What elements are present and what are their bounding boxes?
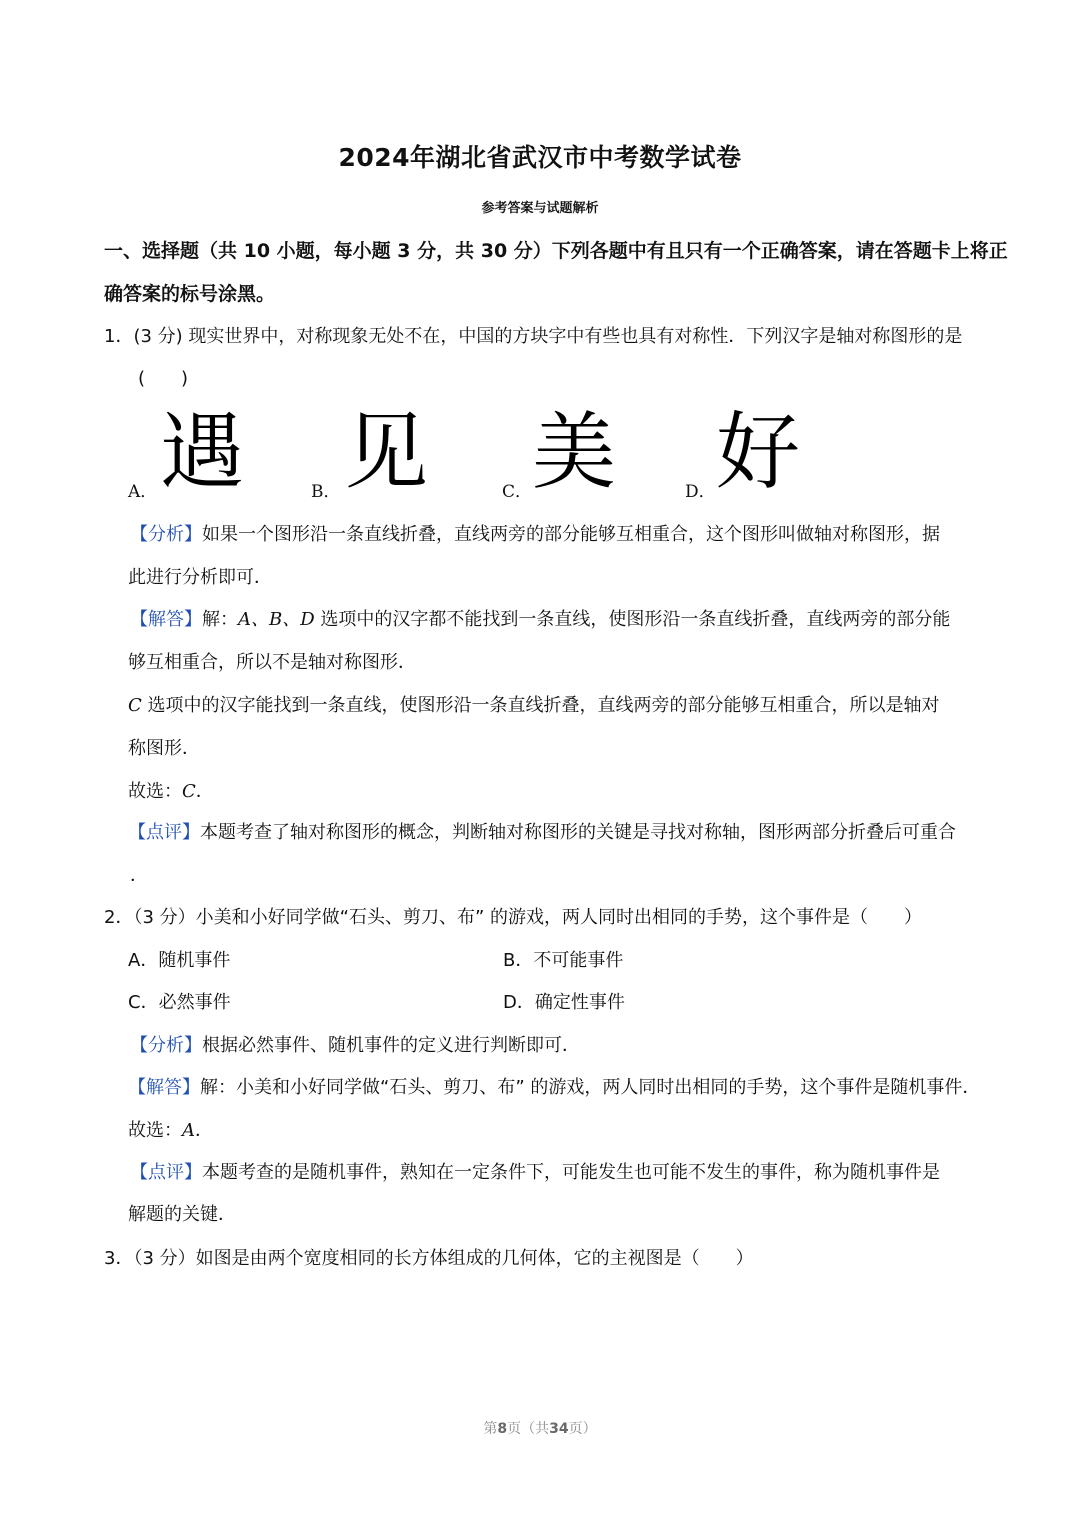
- q1-choice: [128, 777, 214, 803]
- analysis-tag: 【分析】: [130, 524, 202, 545]
- q1-analysis-line1: [130, 520, 940, 546]
- q1-choice-var: C: [182, 781, 196, 802]
- q2-answer: [128, 1073, 980, 1099]
- q2-option-c: C．必然事件: [128, 992, 231, 1013]
- footer-total-pages: 34: [549, 1421, 569, 1437]
- q1-answer-line2: 够互相重合，所以不是轴对称图形．: [128, 652, 416, 673]
- q1-option-c-label: C．: [502, 482, 533, 502]
- q1-analysis-line2: 此进行分析即可．: [128, 567, 272, 588]
- q2-choice-var: A: [182, 1120, 195, 1141]
- q1-option-b-char: 见: [344, 403, 429, 501]
- q1-answer-line3: [128, 691, 940, 717]
- q1-answer-text: 选项中的汉字都不能找到一条直线，使图形沿一条直线折叠，直线两旁的部分能: [314, 609, 951, 630]
- page-subtitle: 参考答案与试题解析: [481, 201, 599, 216]
- q1-analysis-text: 如果一个图形沿一条直线折叠，直线两旁的部分能够互相重合，这个图形叫做轴对称图形，据: [202, 524, 940, 545]
- analysis-tag: 【分析】: [130, 1035, 202, 1056]
- q2-answer-text: 解：小美和小好同学做“石头、剪刀、布” 的游戏，两人同时出相同的手势，这个事件是随机事件．: [200, 1077, 981, 1098]
- q1-option-c-char: 美: [532, 403, 617, 501]
- q1-answer-line3-text: 选项中的汉字能找到一条直线，使图形沿一条直线折叠，直线两旁的部分能够互相重合，所以是轴对: [141, 695, 940, 716]
- answer-tag: 【解答】: [128, 1077, 200, 1098]
- q1-answer-vars: A、B、D: [238, 609, 315, 630]
- q1-stem-line2: ( ): [138, 368, 189, 389]
- q1-option-a-label: A．: [128, 482, 158, 502]
- q1-option-d-char: 好: [716, 403, 801, 501]
- q1-stem-line1: 1．(3 分) 现实世界中，对称现象无处不在，中国的方块字中有些也具有对称性．下列汉字是轴对称图形的是: [104, 326, 963, 347]
- q1-review-line2: ．: [130, 865, 148, 886]
- review-tag: 【点评】: [130, 1162, 202, 1183]
- page-footer: [0, 1418, 1080, 1438]
- q3-stem: 3．（3 分）如图是由两个宽度相同的长方体组成的几何体，它的主视图是（ ）: [104, 1248, 754, 1269]
- q2-option-d: D．确定性事件: [503, 992, 625, 1013]
- q1-answer-prefix: 解：: [202, 609, 238, 630]
- page-title: 2024年湖北省武汉市中考数学试卷: [338, 143, 742, 172]
- q1-review-text: 本题考查了轴对称图形的概念，判断轴对称图形的关键是寻找对称轴，图形两部分折叠后可重合: [200, 822, 956, 843]
- q1-choice-prefix: 故选：: [128, 781, 182, 802]
- q2-review-line2: 解题的关键．: [128, 1204, 236, 1225]
- q2-option-b: B．不可能事件: [503, 950, 624, 971]
- q1-choice-suffix: ．: [195, 781, 214, 802]
- answer-tag: 【解答】: [130, 609, 202, 630]
- q1-answer-line1: [130, 605, 950, 631]
- footer-page-number: 8: [497, 1421, 508, 1437]
- q2-analysis: [130, 1031, 580, 1057]
- q2-stem: 2．（3 分）小美和小好同学做“石头、剪刀、布” 的游戏，两人同时出相同的手势，这个事件是（ ）: [104, 907, 922, 928]
- q2-option-a: A．随机事件: [128, 950, 231, 971]
- q2-choice-prefix: 故选：: [128, 1120, 182, 1141]
- q1-option-b-label: B．: [311, 482, 341, 502]
- q1-answer-var-c: C: [128, 695, 142, 716]
- footer-mid: 页（共: [507, 1421, 550, 1437]
- q2-choice-suffix: ．: [195, 1120, 213, 1141]
- section-heading-line1: 一、选择题（共 10 小题，每小题 3 分，共 30 分）下列各题中有且只有一个正确答案，请在答题卡上将正: [104, 240, 1008, 262]
- q1-answer-line4: 称图形．: [128, 738, 200, 759]
- q2-review-text: 本题考查的是随机事件，熟知在一定条件下，可能发生也可能不发生的事件，称为随机事件是: [202, 1162, 940, 1183]
- review-tag: 【点评】: [128, 822, 200, 843]
- q2-review-line1: [130, 1158, 940, 1184]
- section-heading-line2: 确答案的标号涂黑。: [104, 283, 276, 305]
- q2-analysis-text: 根据必然事件、随机事件的定义进行判断即可．: [202, 1035, 580, 1056]
- footer-prefix: 第: [483, 1421, 498, 1437]
- q1-option-d-label: D．: [685, 482, 716, 502]
- q1-review-line1: [128, 818, 956, 844]
- q2-choice: [128, 1116, 213, 1142]
- footer-suffix: 页）: [568, 1421, 597, 1437]
- q1-option-a-char: 遇: [160, 403, 245, 501]
